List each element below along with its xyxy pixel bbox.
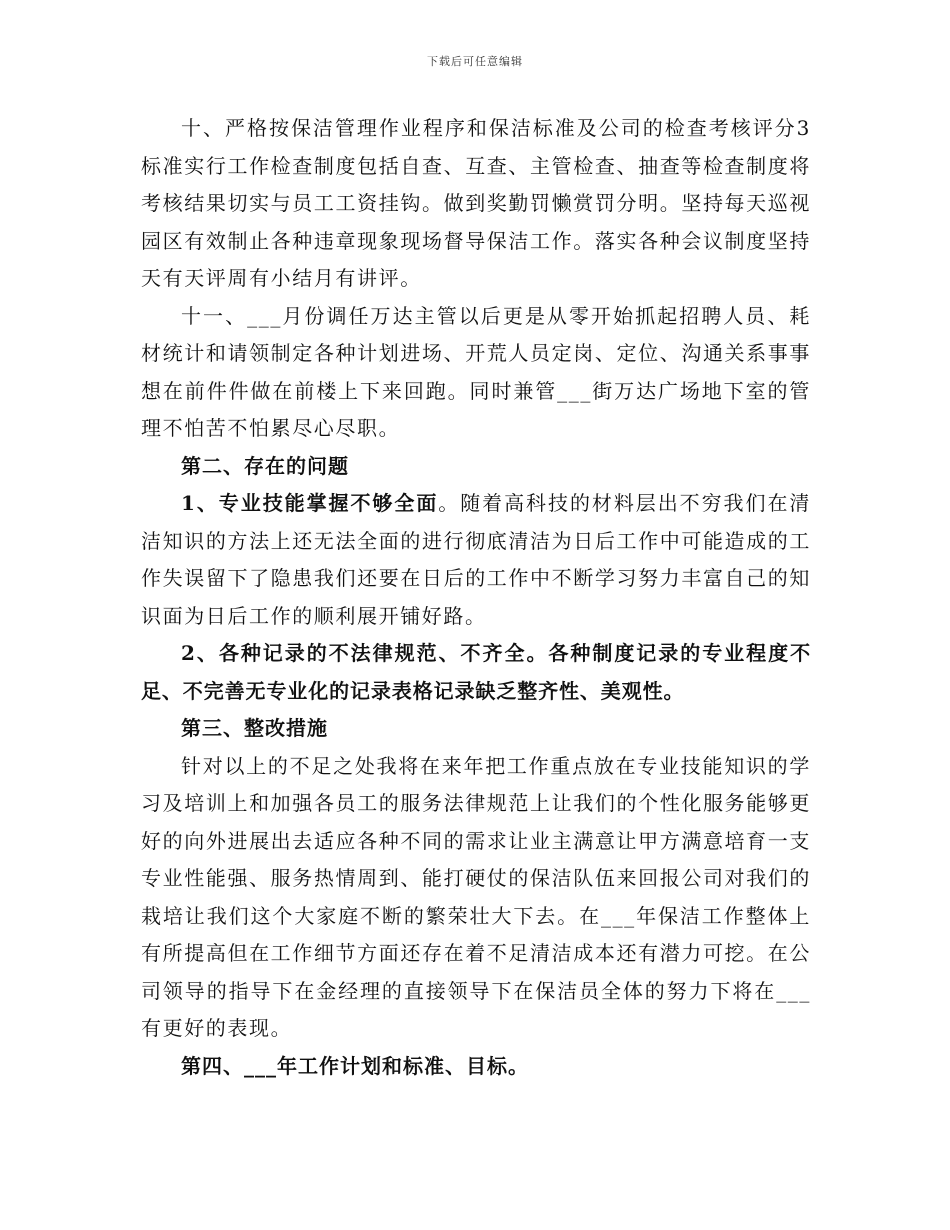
paragraph-item-10: 十、严格按保洁管理作业程序和保洁标准及公司的检查考核评分3标准实行工作检查制度包括自查、互查、主管检查、抽查等检查制度将考核结果切实与员工工资挂钩。做到奖勤罚懒赏罚分明。坚持每天巡视园区有效制止各种违章现象现场督导保洁工作。落实各种会议制度坚持天有天评周有小结月有讲评。	[141, 116, 811, 290]
section-heading-measures: 第三、整改措施	[181, 716, 328, 740]
paragraph-item-11: 十一、___月份调任万达主管以后更是从零开始抓起招聘人员、耗材统计和请领制定各种计划进场、开荒人员定岗、定位、沟通关系事事想在前件件做在前楼上下来回跑。同时兼管___街万达广场地下室的管理不怕苦不怕累尽心尽职。	[141, 303, 811, 440]
problem-item-2: 2、各种记录的不法律规范、不齐全。各种制度记录的专业程度不足、不完善无专业化的记录表格记录缺乏整齐性、美观性。	[141, 641, 811, 703]
document-body	[141, 110, 811, 1085]
problem-item-1-body: 。随着高科技的材料层出不穷我们在清洁知识的方法上还无法全面的进行彻底清洁为日后工作中可能造成的工作失误留下了隐患我们还要在日后的工作中不断学习努力丰富自己的知识面为日后工作的顺利展开铺好路。	[141, 491, 811, 628]
problem-item-1-title: 1、专业技能掌握不够全面	[181, 491, 439, 515]
section-heading-plan: 第四、___年工作计划和标准、目标。	[181, 1053, 529, 1078]
problem-item-1	[141, 485, 811, 635]
paragraph-measures: 针对以上的不足之处我将在来年把工作重点放在专业技能知识的学习及培训上和加强各员工的服务法律规范上让我们的个性化服务能够更好的向外进展出去适应各种不同的需求让业主满意让甲方满意培育一支专业性能强、服务热情周到、能打硬仗的保洁队伍来回报公司对我们的栽培让我们这个大家庭不断的繁荣壮大下去。在___年保洁工作整体上有所提高但在工作细节方面还存在着不足清洁成本还有潜力可挖。在公司领导的指导下在金经理的直接领导下在保洁员全体的努力下将在___有更好的表现。	[141, 753, 811, 1040]
section-heading-problems: 第二、存在的问题	[181, 453, 349, 478]
page-header: 下载后可任意编辑	[427, 55, 523, 68]
